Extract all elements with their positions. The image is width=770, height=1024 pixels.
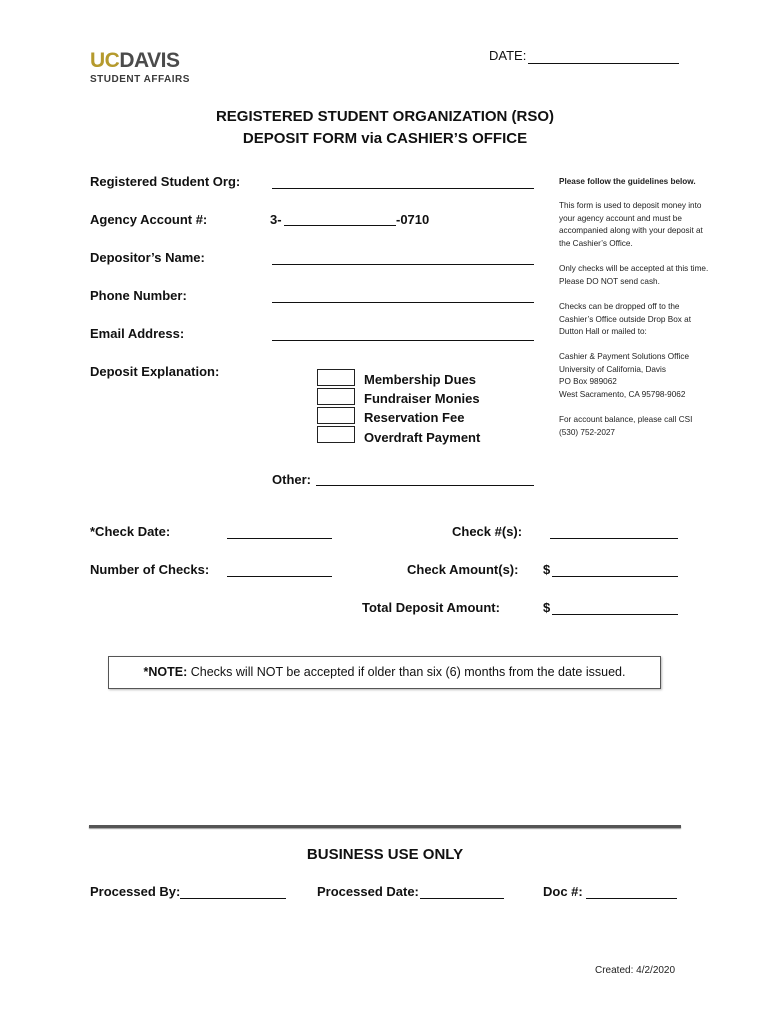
org-field[interactable] (272, 188, 534, 189)
agency-suffix: -0710 (396, 212, 430, 227)
number-of-checks-label: Number of Checks: (90, 562, 210, 577)
note-body: Checks will NOT be accepted if older than six (6) months from the date issued. (187, 665, 626, 679)
cashier-address (559, 351, 709, 401)
guidelines-drop-off: Checks can be dropped off to the Cashier’s Office outside Drop Box at Dutton Hall or mailed to: (559, 302, 691, 336)
form-title-line1: REGISTERED STUDENT ORGANIZATION (RSO) (215, 108, 555, 125)
processed-date-label: Processed Date: (317, 884, 419, 899)
option-overdraft-payment: Overdraft Payment (364, 430, 481, 445)
guidelines-balance: For account balance, please call CSI (530) 752-2027 (559, 415, 693, 437)
check-amounts-dollar: $ (543, 562, 551, 577)
created-date: Created: 4/2/2020 (595, 965, 676, 976)
address-line: University of California, Davis (559, 364, 666, 374)
address-line: Cashier & Payment Solutions Office (559, 352, 690, 361)
processed-date-field[interactable] (420, 898, 504, 899)
section-divider (89, 825, 681, 828)
doc-number-label: Doc #: (543, 884, 583, 899)
address-line: West Sacramento, CA 95798-9062 (559, 389, 686, 399)
address-line: PO Box 989062 (559, 377, 617, 386)
agency-label: Agency Account #: (90, 212, 208, 227)
note-label: *NOTE: (143, 665, 188, 679)
org-label: Registered Student Org: (90, 174, 241, 189)
email-field[interactable] (272, 340, 534, 341)
reservation-fee-checkbox[interactable] (317, 407, 355, 424)
doc-number-field[interactable] (586, 898, 677, 899)
guidelines-heading: Please follow the guidelines below. (559, 177, 696, 186)
total-deposit-dollar: $ (543, 600, 551, 615)
phone-field[interactable] (272, 302, 534, 303)
note-text (109, 665, 660, 679)
check-numbers-field[interactable] (550, 538, 678, 539)
ucdavis-logo (90, 50, 190, 85)
other-label: Other: (272, 472, 311, 487)
logo-subtitle: STUDENT AFFAIRS (90, 74, 190, 85)
total-deposit-label: Total Deposit Amount: (362, 600, 500, 615)
email-label: Email Address: (90, 326, 185, 341)
option-fundraiser-monies: Fundraiser Monies (364, 391, 480, 406)
business-use-heading: BUSINESS USE ONLY (306, 846, 464, 863)
other-field[interactable] (316, 485, 534, 486)
date-label: DATE: (489, 48, 527, 63)
check-date-label: *Check Date: (90, 524, 171, 539)
guidelines-checks-only: Only checks will be accepted at this time. Please DO NOT send cash. (559, 264, 709, 286)
fundraiser-monies-checkbox[interactable] (317, 388, 355, 405)
note-box (108, 656, 661, 689)
check-numbers-label: Check #(s): (452, 524, 523, 539)
check-amounts-field[interactable] (552, 576, 678, 577)
option-reservation-fee: Reservation Fee (364, 410, 465, 425)
membership-dues-checkbox[interactable] (317, 369, 355, 386)
phone-label: Phone Number: (90, 288, 187, 303)
date-field[interactable] (528, 63, 679, 64)
explanation-label: Deposit Explanation: (90, 364, 220, 379)
depositor-field[interactable] (272, 264, 534, 265)
overdraft-payment-checkbox[interactable] (317, 426, 355, 443)
logo-uc: UC (90, 49, 120, 72)
check-amounts-label: Check Amount(s): (407, 562, 519, 577)
logo-davis: DAVIS (119, 49, 180, 72)
check-date-field[interactable] (227, 538, 332, 539)
depositor-label: Depositor’s Name: (90, 250, 205, 265)
agency-prefix: 3- (270, 212, 282, 227)
form-title-line2: DEPOSIT FORM via CASHIER’S OFFICE (242, 130, 528, 147)
processed-by-label: Processed By: (90, 884, 181, 899)
agency-account-field[interactable] (284, 225, 396, 226)
number-of-checks-field[interactable] (227, 576, 332, 577)
processed-by-field[interactable] (180, 898, 286, 899)
guidelines-purpose: This form is used to deposit money into your agency account and must be accompanied along with your deposit at the Cashier’s Office. (559, 201, 703, 248)
total-deposit-field[interactable] (552, 614, 678, 615)
option-membership-dues: Membership Dues (364, 372, 476, 387)
